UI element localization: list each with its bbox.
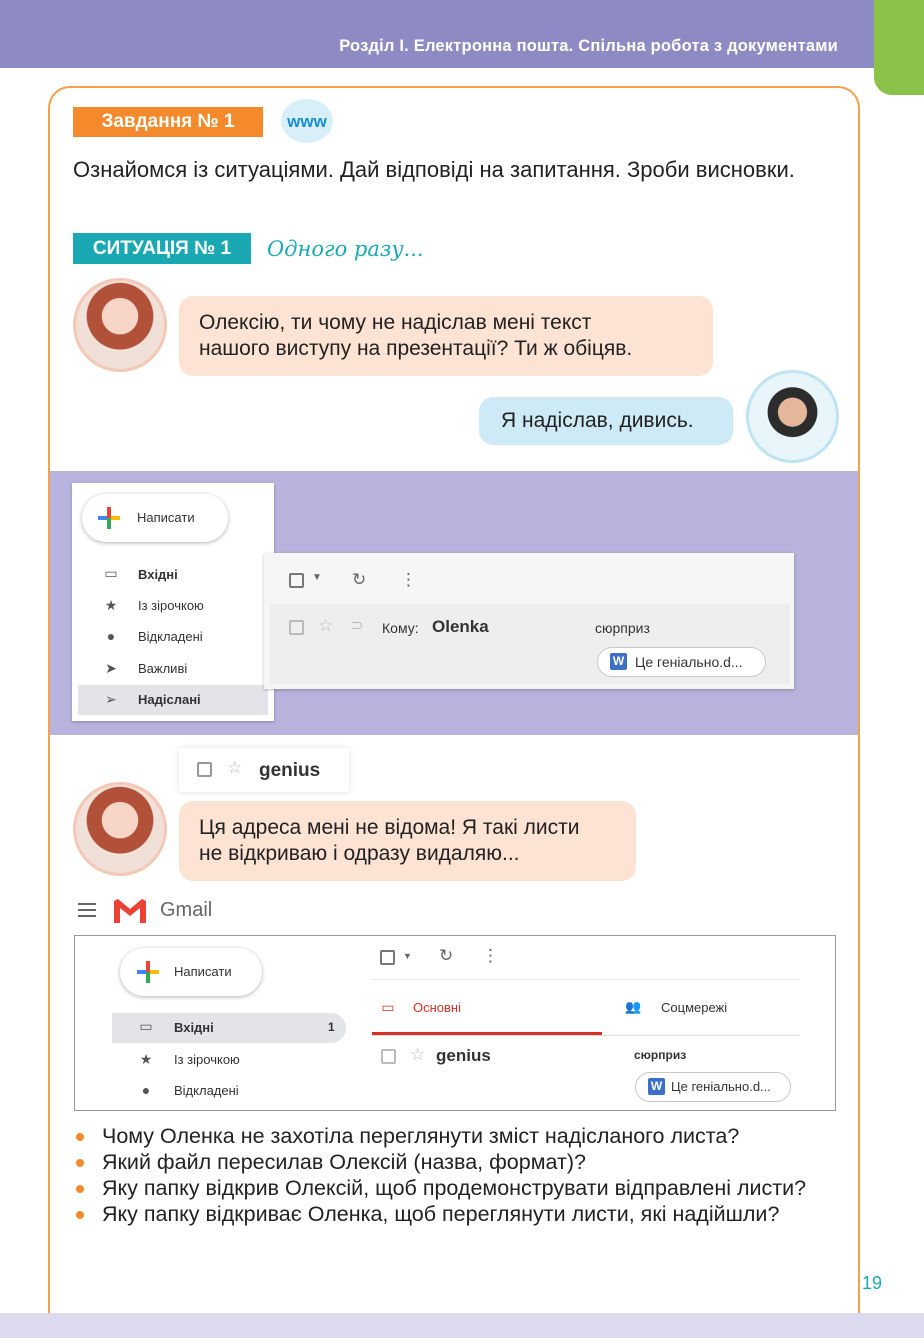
task-badge: Завдання № 1 [73, 107, 263, 137]
boy-avatar [746, 370, 839, 463]
sender-name[interactable]: genius [436, 1046, 491, 1065]
inbox-icon: ▭ [139, 1018, 153, 1034]
bullet-icon [76, 1211, 84, 1219]
more-vert-icon[interactable]: ⋮ [482, 946, 499, 965]
tab-social[interactable]: Соцмережі [661, 1000, 728, 1015]
select-all-checkbox[interactable] [289, 573, 304, 588]
hamburger-menu-icon[interactable] [78, 903, 96, 921]
attachment-chip[interactable] [597, 647, 766, 677]
inbox-tab-icon: ▭ [381, 999, 395, 1015]
girl-avatar [73, 782, 167, 876]
situation-subtitle: Одного разу... [267, 237, 424, 261]
important-icon: ➤ [105, 660, 117, 676]
nav-item-sent[interactable]: Надіслані [138, 692, 201, 707]
question-item [73, 1201, 843, 1227]
gmail-brand-name: Gmail [160, 899, 213, 921]
popup-checkbox[interactable] [197, 762, 212, 777]
word-doc-icon: W [648, 1078, 665, 1095]
nav-item-starred[interactable]: Із зірочкою [174, 1052, 240, 1067]
compose-button[interactable] [82, 494, 228, 542]
compose-button[interactable] [120, 948, 262, 996]
chevron-down-icon[interactable]: ▼ [312, 572, 322, 583]
nav-item-snoozed[interactable]: Відкладені [138, 629, 203, 644]
attachment-chip[interactable] [635, 1072, 791, 1102]
attachment-name: Це геніально.d... [671, 1079, 771, 1094]
question-text: Яку папку відкриває Оленка, щоб переглянути листи, які надійшли? [102, 1202, 780, 1226]
speech-line: не відкриваю і одразу видаляю... [199, 842, 520, 865]
inbox-icon: ▭ [104, 565, 118, 581]
page-footer [0, 1313, 924, 1338]
toolbar-divider [372, 979, 800, 980]
mail-subject: сюрприз [634, 1048, 687, 1062]
speech-line: нашого виступу на презентації? Ти ж обіцяв. [199, 337, 633, 360]
questions-list [73, 1123, 843, 1227]
speech-line: Ця адреса мені не відома! Я такі листи [199, 816, 580, 839]
row-checkbox[interactable] [289, 620, 304, 635]
star-outline-icon[interactable]: ☆ [227, 758, 243, 777]
section-title: Розділ І. Електронна пошта. Спільна робота з документами [339, 37, 838, 55]
situation-badge: СИТУАЦІЯ № 1 [73, 233, 251, 264]
nav-item-inbox[interactable]: Вхідні [174, 1020, 214, 1035]
send-icon: ➢ [105, 691, 117, 707]
clock-icon: ● [141, 1082, 151, 1098]
nav-item-inbox[interactable]: Вхідні [138, 567, 178, 582]
compose-label: Написати [137, 510, 195, 525]
sender-popup [179, 748, 349, 792]
more-vert-icon[interactable]: ⋮ [400, 570, 417, 589]
select-all-checkbox[interactable] [380, 950, 395, 965]
bullet-icon [76, 1133, 84, 1141]
compose-plus-icon [98, 507, 120, 529]
compose-plus-icon [137, 961, 159, 983]
boy-speech-bubble [479, 397, 733, 445]
compose-label: Написати [174, 964, 232, 979]
bullet-icon [76, 1185, 84, 1193]
girl-speech-bubble [179, 296, 713, 376]
task-intro: Ознайомся із ситуаціями. Дай відповіді на запитання. Зроби висновки. [73, 157, 795, 182]
tab-primary[interactable]: Основні [413, 1000, 461, 1015]
chevron-down-icon[interactable]: ▼ [403, 951, 412, 961]
word-doc-icon: W [610, 653, 627, 670]
question-item [73, 1175, 843, 1201]
recipient-name: Olenka [432, 617, 489, 636]
star-outline-icon[interactable]: ☆ [318, 616, 334, 635]
refresh-icon[interactable]: ↻ [352, 570, 367, 589]
chapter-tab [874, 0, 924, 95]
girl-avatar [73, 278, 167, 372]
question-text: Який файл пересилав Олексій (назва, формат)? [102, 1150, 586, 1174]
page-number: 19 [862, 1273, 883, 1293]
refresh-icon[interactable]: ↻ [439, 946, 454, 965]
girl-speech-bubble [179, 801, 636, 881]
tabs-divider [372, 1035, 800, 1036]
important-outline-icon[interactable]: ⊃ [351, 617, 364, 634]
question-text: Яку папку відкрив Олексій, щоб продемонструвати відправлені листи? [102, 1176, 807, 1200]
gmail-logo-icon [112, 897, 148, 925]
star-icon: ★ [139, 1051, 153, 1067]
mail-subject: сюрприз [595, 620, 650, 636]
star-icon: ★ [104, 597, 118, 613]
inbox-unread-count: 1 [328, 1020, 335, 1034]
question-item [73, 1149, 843, 1175]
to-label: Кому: [382, 620, 419, 636]
speech-line: Олексію, ти чому не надіслав мені текст [199, 311, 592, 334]
people-icon: 👥 [625, 999, 642, 1014]
question-item [73, 1123, 843, 1149]
bullet-icon [76, 1159, 84, 1167]
page-header [0, 0, 924, 68]
attachment-name: Це геніально.d... [635, 654, 743, 670]
star-outline-icon[interactable]: ☆ [410, 1045, 426, 1064]
sender-name: genius [259, 760, 321, 781]
nav-item-snoozed[interactable]: Відкладені [174, 1083, 239, 1098]
nav-item-important[interactable]: Важливі [138, 661, 188, 676]
row-checkbox[interactable] [381, 1049, 396, 1064]
clock-icon: ● [106, 628, 116, 644]
www-label: www [287, 112, 327, 131]
nav-item-starred[interactable]: Із зірочкою [138, 598, 204, 613]
question-text: Чому Оленка не захотіла переглянути зміст надісланого листа? [102, 1124, 740, 1148]
speech-line: Я надіслав, дивись. [501, 409, 694, 432]
